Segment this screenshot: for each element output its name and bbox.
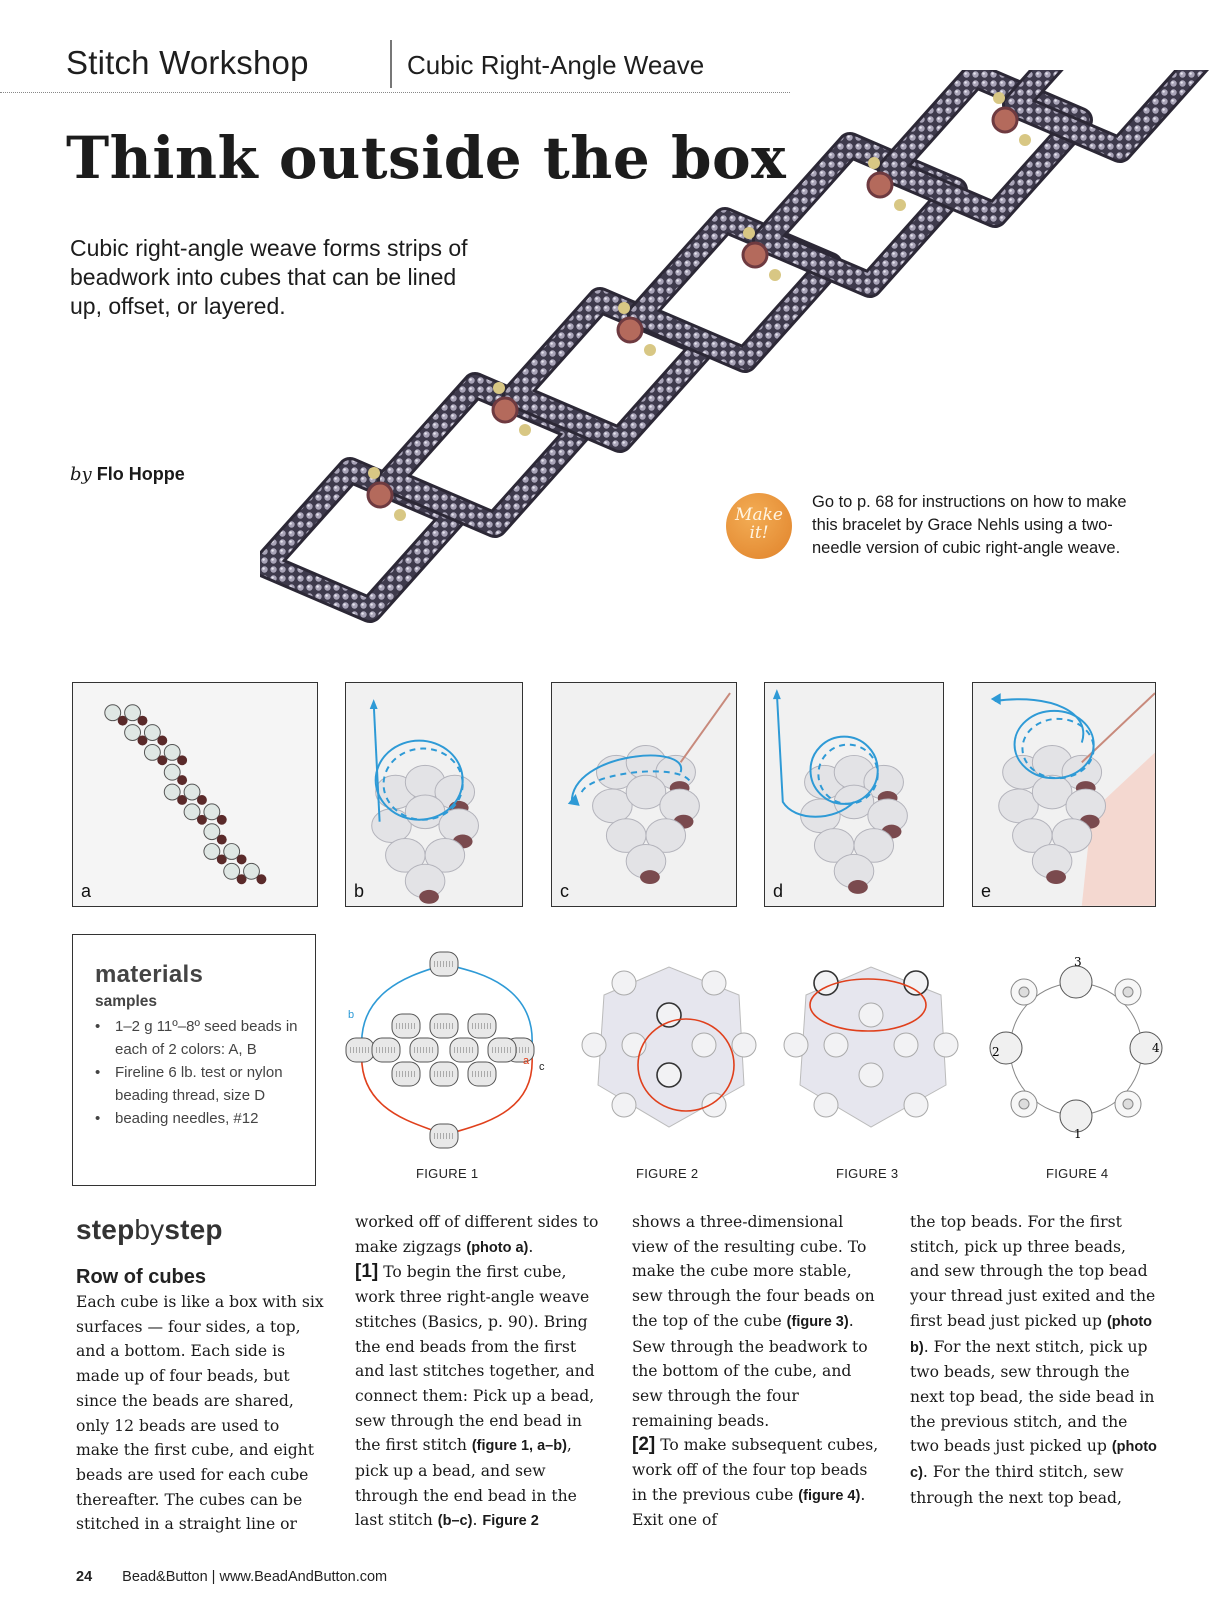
make-it-line1: Make bbox=[735, 505, 783, 525]
text-run: To make subsequent cubes, work off of the four top beads in the previous cube bbox=[632, 1436, 879, 1504]
photo-label: d bbox=[773, 881, 784, 901]
photo-c bbox=[551, 682, 737, 907]
text-run: To begin the first cube, work three right-angle weave stitches (Basics, p. 90). Bring the end beads from the first and last stitches together, and connect them: Pick up a bead, sew through the end bead in the first stitch bbox=[355, 1263, 595, 1455]
column-2 bbox=[355, 1210, 603, 1534]
figure-2-diagram bbox=[574, 955, 764, 1145]
materials-item: • beading needles, #12 bbox=[95, 1107, 315, 1130]
section-topic: Cubic Right-Angle Weave bbox=[407, 50, 705, 80]
figure-2-caption: FIGURE 2 bbox=[636, 1166, 699, 1181]
text-run: . bbox=[472, 1511, 483, 1530]
figure-1-point-c: c bbox=[539, 1061, 545, 1073]
materials-box bbox=[72, 934, 316, 1186]
materials-subtitle: samples bbox=[95, 993, 158, 1010]
figure-4-diagram bbox=[986, 952, 1166, 1144]
figure-4-number: 3 bbox=[1074, 955, 1082, 969]
stepbystep-part: by bbox=[134, 1214, 165, 1245]
photo-label: a bbox=[81, 881, 92, 901]
materials-item: • 1–2 g 11º–8º seed beads in each of 2 colors: A, B bbox=[95, 1015, 315, 1061]
photo-a bbox=[72, 682, 318, 907]
article-title: Think outside the box bbox=[66, 124, 787, 192]
text-run: . Exit one of bbox=[632, 1485, 866, 1530]
stepbystep-part: step bbox=[76, 1214, 135, 1245]
figure-1-diagram bbox=[336, 950, 558, 1150]
text-run: the top beads. For the first stitch, pick up three beads, and sew through the top bead your thread just exited and the first bead just picked up bbox=[910, 1213, 1156, 1330]
step-number: [1] bbox=[355, 1261, 379, 1283]
materials-list bbox=[95, 1015, 315, 1130]
ref-run: (figure 3) bbox=[786, 1313, 849, 1330]
column-4 bbox=[910, 1210, 1160, 1510]
figure-3-diagram bbox=[776, 955, 966, 1145]
text-run: . For the next stitch, pick up two beads, sew through the next top bead, the side bead in the previous stitch, and the two beads just picked up bbox=[910, 1337, 1155, 1456]
byline bbox=[70, 464, 185, 485]
byline-author: Flo Hoppe bbox=[96, 464, 185, 484]
materials-item: • Fireline 6 lb. test or nylon beading thread, size D bbox=[95, 1061, 315, 1107]
column-3 bbox=[632, 1210, 880, 1533]
page-footer bbox=[76, 1569, 387, 1585]
bead-stitch-photo-icon bbox=[973, 683, 1155, 906]
materials-title: materials bbox=[95, 961, 204, 988]
article-deck: Cubic right-angle weave forms strips of beadwork into cubes that can be lined up, offset, or layered. bbox=[70, 235, 468, 319]
footer-separator: | bbox=[211, 1569, 216, 1585]
figure-1-point-b: b bbox=[348, 1009, 355, 1021]
photo-e bbox=[972, 682, 1156, 907]
ref-run: (figure 4) bbox=[798, 1487, 861, 1504]
photo-d bbox=[764, 682, 944, 907]
figure-4-caption: FIGURE 4 bbox=[1046, 1166, 1109, 1181]
ref-run: Figure 2 bbox=[482, 1513, 539, 1530]
figure-3-caption: FIGURE 3 bbox=[836, 1166, 899, 1181]
stepbystep-heading bbox=[76, 1214, 223, 1246]
text-run: , pick up a bead, and sew through the end bead in the last stitch bbox=[355, 1436, 577, 1530]
ref-run: (figure 1, a–b) bbox=[471, 1438, 567, 1455]
figure-1-point-a: a bbox=[523, 1055, 530, 1067]
beaded-strip-photo-icon bbox=[73, 683, 317, 906]
page-number: 24 bbox=[76, 1569, 93, 1585]
photo-b bbox=[345, 682, 523, 907]
ref-run: (photo c) bbox=[910, 1439, 1157, 1482]
bead-stitch-photo-icon bbox=[552, 683, 736, 906]
make-it-badge bbox=[726, 493, 792, 559]
section-title: Stitch Workshop bbox=[66, 44, 309, 81]
ref-run: (photo a) bbox=[466, 1239, 529, 1256]
photo-label: c bbox=[560, 881, 569, 901]
ref-run: (photo b) bbox=[910, 1313, 1153, 1356]
text-run: . For the third stitch, sew through the next top bead, bbox=[910, 1463, 1124, 1507]
bead-stitch-photo-icon bbox=[765, 683, 943, 906]
bead-stitch-photo-icon bbox=[346, 683, 522, 906]
make-it-line2: it! bbox=[749, 523, 769, 543]
figure-4-number: 1 bbox=[1074, 1127, 1082, 1141]
stepbystep-part: step bbox=[164, 1214, 223, 1245]
figure-4-number: 2 bbox=[992, 1045, 1000, 1059]
photo-label: e bbox=[981, 881, 992, 901]
figure-4-number: 4 bbox=[1152, 1041, 1160, 1055]
text-run: . Sew through the beadwork to the bottom of the cube, and sew through the four remaining beads. bbox=[632, 1311, 868, 1430]
step-number: [2] bbox=[632, 1434, 656, 1456]
text-run: . bbox=[528, 1237, 534, 1256]
magazine-name: Bead&Button bbox=[122, 1569, 208, 1585]
magazine-url: www.BeadAndButton.com bbox=[219, 1569, 388, 1585]
text-run: worked off of different sides to make zigzags bbox=[355, 1213, 599, 1256]
row-of-cubes-heading: Row of cubes bbox=[76, 1266, 207, 1288]
text-run: shows a three-dimensional view of the resulting cube. To make the cube more stable, sew through the four beads on the top of the cube bbox=[632, 1213, 875, 1330]
photo-label: b bbox=[354, 881, 365, 901]
byline-by: by bbox=[70, 464, 92, 485]
make-it-text: Go to p. 68 for instructions on how to make this bracelet by Grace Nehls using a two-needle version of cubic right-angle weave. bbox=[812, 493, 1127, 557]
ref-run: (b–c) bbox=[437, 1513, 473, 1530]
column-1: Each cube is like a box with six surfaces — four sides, a top, and a bottom. Each side is made up of four beads, but since the beads are shared, only 12 beads are used to make the first cube, and eight beads are used for each cube thereafter. The cubes can be stitched in a straight line or bbox=[76, 1293, 324, 1534]
figure-1-caption: FIGURE 1 bbox=[416, 1166, 479, 1181]
